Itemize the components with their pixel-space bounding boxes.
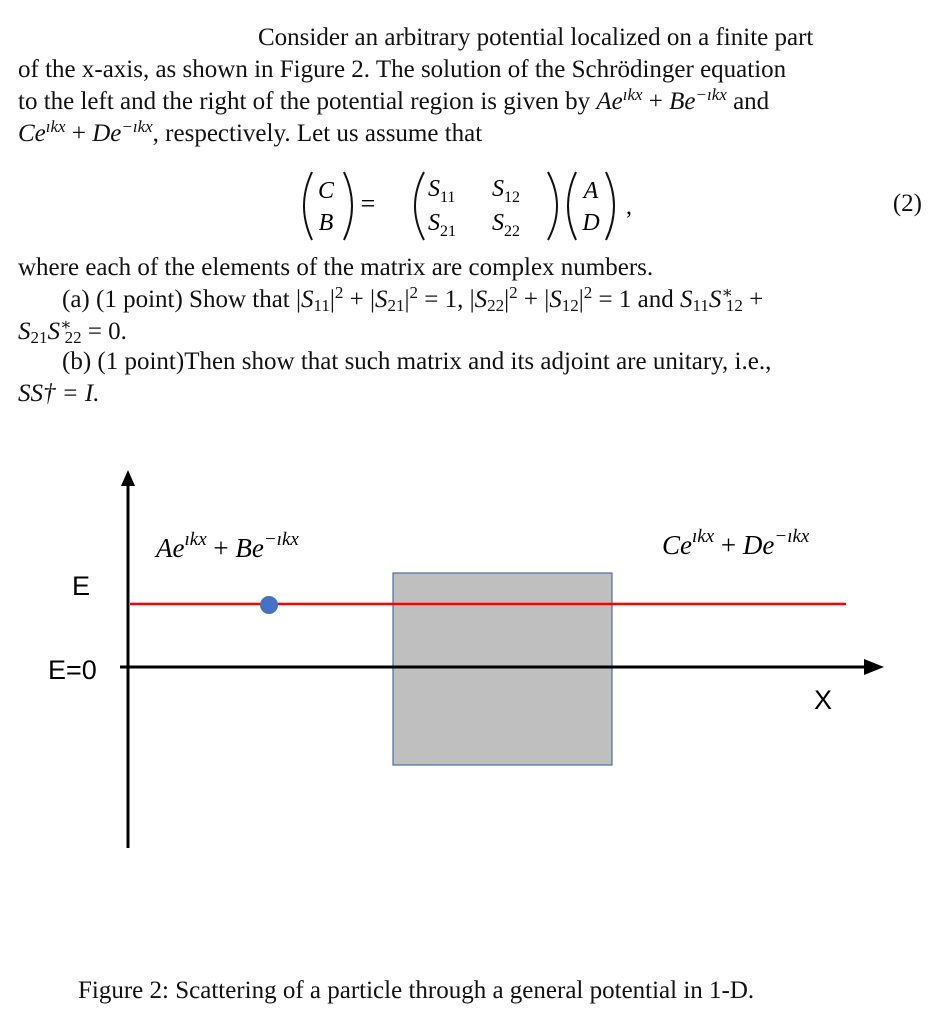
part-a-line-1 [62, 284, 763, 315]
energy-label: E [72, 571, 91, 601]
matrix-s21: $S_{21}$ [428, 210, 456, 240]
x-axis-arrow [864, 659, 884, 675]
equation-number: (2) [892, 190, 922, 217]
lhs-top: C [317, 178, 335, 204]
paragraph-line-4 [18, 118, 482, 149]
right-wavefunction: $Ce^{ıkx} + De^{-ıkx}$ [662, 526, 810, 560]
rhs-bottom: D [582, 210, 600, 236]
equals-sign: = [360, 189, 376, 218]
paragraph-line-1: Consider an arbitrary potential localized on a finite part [258, 24, 814, 51]
scattering-figure [0, 460, 952, 860]
rhs-top: A [583, 178, 599, 204]
after-equation-text: where each of the elements of the matrix are complex numbers. [18, 254, 654, 281]
part-a-equations: $|S_{11}|^2 + |S_{21}|^2 = 1$, $|S_{22}|^2 + |S_{12}|^2 = 1$ and $S_{11}S^∗_{12}$ + [295, 282, 764, 316]
lhs-bottom: B [318, 210, 334, 236]
zero-energy-label: E=0 [48, 655, 97, 685]
matrix-equation [300, 168, 640, 244]
right-wave-inline: $Ce^{ıkx} + De^{-ıkx}$ [18, 116, 153, 147]
equation-comma: , [626, 194, 632, 220]
matrix-s11: $S_{11}$ [428, 176, 456, 206]
part-a-equation-tail: $S_{21}S^∗_{22}$ [18, 314, 82, 348]
particle-dot [260, 596, 278, 614]
part-a-line-2 [18, 316, 127, 347]
paragraph-line-3-text: to the left and the right of the potential region is given by [18, 88, 597, 115]
x-axis-label: X [814, 685, 833, 715]
energy-axis-arrow [121, 470, 135, 486]
part-a-end: = 0. [81, 318, 127, 345]
left-wavefunction: $Ae^{ıkx} + Be^{-ıkx}$ [156, 529, 299, 563]
figure-caption: Figure 2: Scattering of a particle through a general potential in 1-D. [78, 977, 755, 1004]
matrix-s22: $S_{22}$ [492, 210, 520, 240]
paragraph-line-2: of the x-axis, as shown in Figure 2. The solution of the Schrödinger equation [18, 56, 787, 83]
potential-barrier [393, 573, 612, 765]
paragraph-line-3-end: and [726, 88, 770, 115]
part-b-line-1: (b) (1 point)Then show that such matrix and its adjoint are unitary, i.e., [62, 348, 772, 375]
part-b-line-2: SS† = I. [18, 380, 100, 407]
paragraph-line-4-text: , respectively. Let us assume that [152, 120, 483, 147]
left-wave-inline: $Ae^{ıkx} + Be^{-ıkx}$ [596, 84, 727, 115]
matrix-s12: $S_{12}$ [492, 176, 520, 206]
part-a-label: (a) (1 point) Show that [62, 286, 296, 313]
paragraph-line-3 [18, 86, 769, 117]
